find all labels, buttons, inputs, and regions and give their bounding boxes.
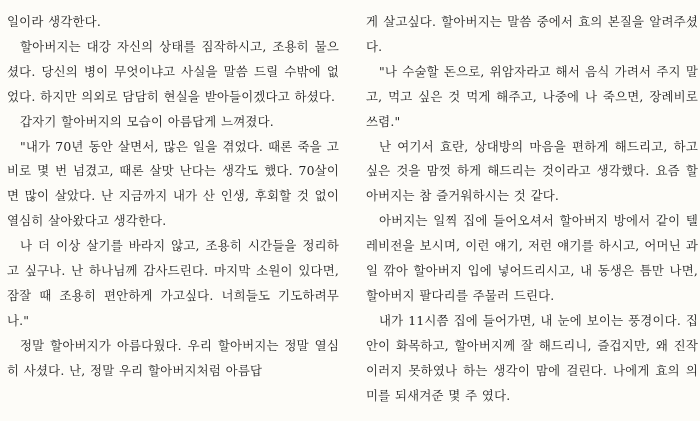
paragraph: 일이라 생각한다. bbox=[7, 14, 101, 29]
paragraph: 나 더 이상 살기를 바라지 않고, 조용히 시간들을 정리하고 싶구나. 난 하나님께 감사드린다. 마지막 소원이 있다면, 잠잘 때 조용히 편안하게 가고싶다. 너희들도 기도하려무나." bbox=[7, 238, 339, 328]
paragraph: 정말 할아버지가 아름다웠다. 우리 할아버지는 정말 열심히 사셨다. 난, 정말 우리 할아버지처럼 아름답 bbox=[7, 337, 339, 378]
paragraph: "내가 70년 동안 살면서, 많은 일을 겪었다. 때론 죽을 고비로 몇 번 넘겼고, 때론 살맛 난다는 생각도 했다. 70살이면 많이 살았다. 난 지금까지 내가 산 인생, 후회할 것 없이 열심히 살아왔다고 생각한다. bbox=[7, 138, 339, 229]
paragraph: 할아버지는 대강 자신의 상태를 짐작하시고, 조용히 물으셨다. 당신의 병이 무엇이냐고 사실을 말씀 드릴 수밖에 없었다. 하지만 의외로 담담히 현실을 받아들이겠다고 하셨다. bbox=[7, 38, 339, 104]
paragraph: "나 수술할 돈으로, 위암자라고 해서 음식 가려서 주지 말고, 먹고 싶은 것 먹게 해주고, 나중에 나 죽으면, 장례비로 쓰렴." bbox=[366, 63, 698, 129]
paragraph: 내가 11시쯤 집에 들어가면, 내 눈에 보이는 풍경이다. 집안이 화목하고, 할아버지께 잘 해드리니, 즐겁지만, 왜 진작 이러지 못하였나 하는 생각이 맘에 걸린다. 나에게 효의 의미를 되새겨준 몇 주 였다. bbox=[366, 312, 698, 403]
paragraph: 게 살고싶다. 할아버지는 말씀 중에서 효의 본질을 알려주셨다. bbox=[366, 14, 698, 54]
paragraph: 갑자기 할아버지의 모습이 아름답게 느껴졌다. bbox=[20, 113, 274, 129]
right-page-text-column bbox=[366, 10, 698, 409]
left-page-text-column bbox=[7, 10, 339, 384]
paragraph: 아버지는 일찍 집에 들어오셔서 할아버지 방에서 같이 텔레비전을 보시며, 이런 얘기, 저런 얘기를 하시고, 어머닌 과일 깎아 할아버지 입에 넣어드리시고, 내 동생은 틈만 나면, 할아버지 팔다리를 주물러 드린다. bbox=[366, 213, 698, 303]
page-gutter bbox=[349, 0, 350, 421]
paragraph: 난 여기서 효란, 상대방의 마음을 편하게 해드리고, 하고 싶은 것을 맘껏 하게 해드리는 것이라고 생각했다. 요즘 할아버지는 참 즐거워하시는 것 같다. bbox=[366, 138, 698, 204]
